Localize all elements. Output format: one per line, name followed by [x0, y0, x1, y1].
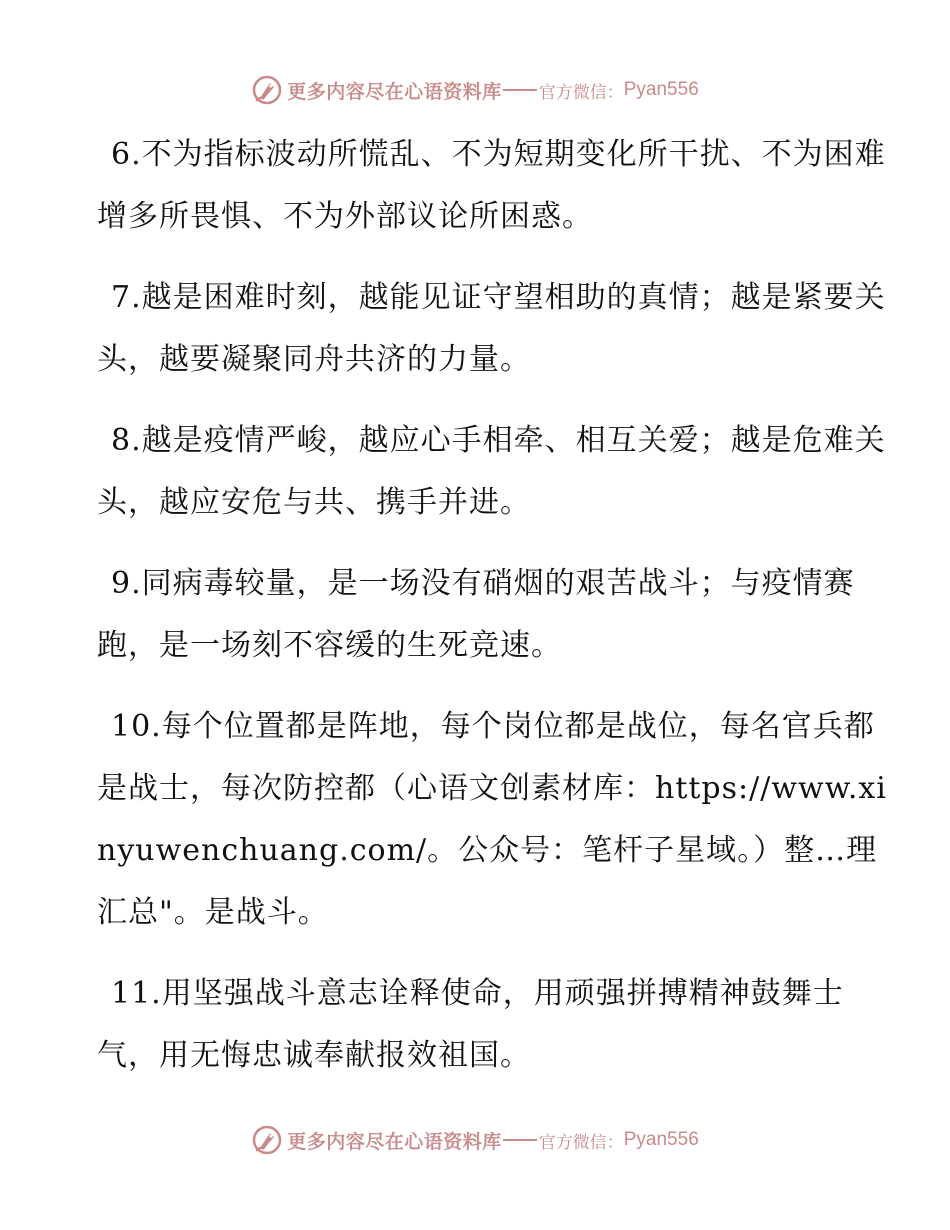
footer-promo-text: 更多内容尽在心语资料库 — [287, 1130, 502, 1153]
paragraph-11: 11.用坚强战斗意志诠释使命，用顽强拼搏精神鼓舞士气，用无悔忠诚奉献报效祖国。 — [97, 976, 844, 1073]
paragraph-9: 9.同病毒较量，是一场没有硝烟的艰苦战斗；与疫情赛跑，是一场刻不容缓的生死竞速。 — [97, 566, 855, 663]
header-banner — [0, 70, 950, 110]
pen-nib-logo-icon — [251, 74, 283, 106]
paragraph-7: 7.越是困难时刻，越能见证守望相助的真情；越是紧要关头，越要凝聚同舟共济的力量。 — [97, 280, 886, 377]
paragraph-6: 6.不为指标波动所慌乱、不为短期变化所干扰、不为困难增多所畏惧、不为外部议论所困惑。 — [97, 137, 886, 234]
paragraph-10: 10.每个位置都是阵地，每个岗位都是战位，每名官兵都是战士，每次防控都（心语文创素材库：https://www.xinyuwenchuang.com/。公众号：笔杆子星域。）整…理汇总"。是战斗。 — [97, 709, 887, 930]
header-dash-divider — [503, 89, 537, 91]
header-wechat-label: 官方微信： — [538, 82, 624, 103]
header-wechat-account: Pyan556 — [623, 79, 699, 100]
footer-wechat-label: 官方微信： — [538, 1132, 624, 1153]
footer-dash-divider — [503, 1139, 537, 1141]
document-body — [97, 124, 897, 1106]
footer-banner — [0, 1120, 950, 1160]
footer-wechat-account: Pyan556 — [623, 1129, 699, 1150]
pen-nib-logo-icon — [251, 1124, 283, 1156]
header-promo-text: 更多内容尽在心语资料库 — [287, 80, 502, 103]
paragraph-8: 8.越是疫情严峻，越应心手相牵、相互关爱；越是危难关头，越应安危与共、携手并进。 — [97, 423, 886, 520]
